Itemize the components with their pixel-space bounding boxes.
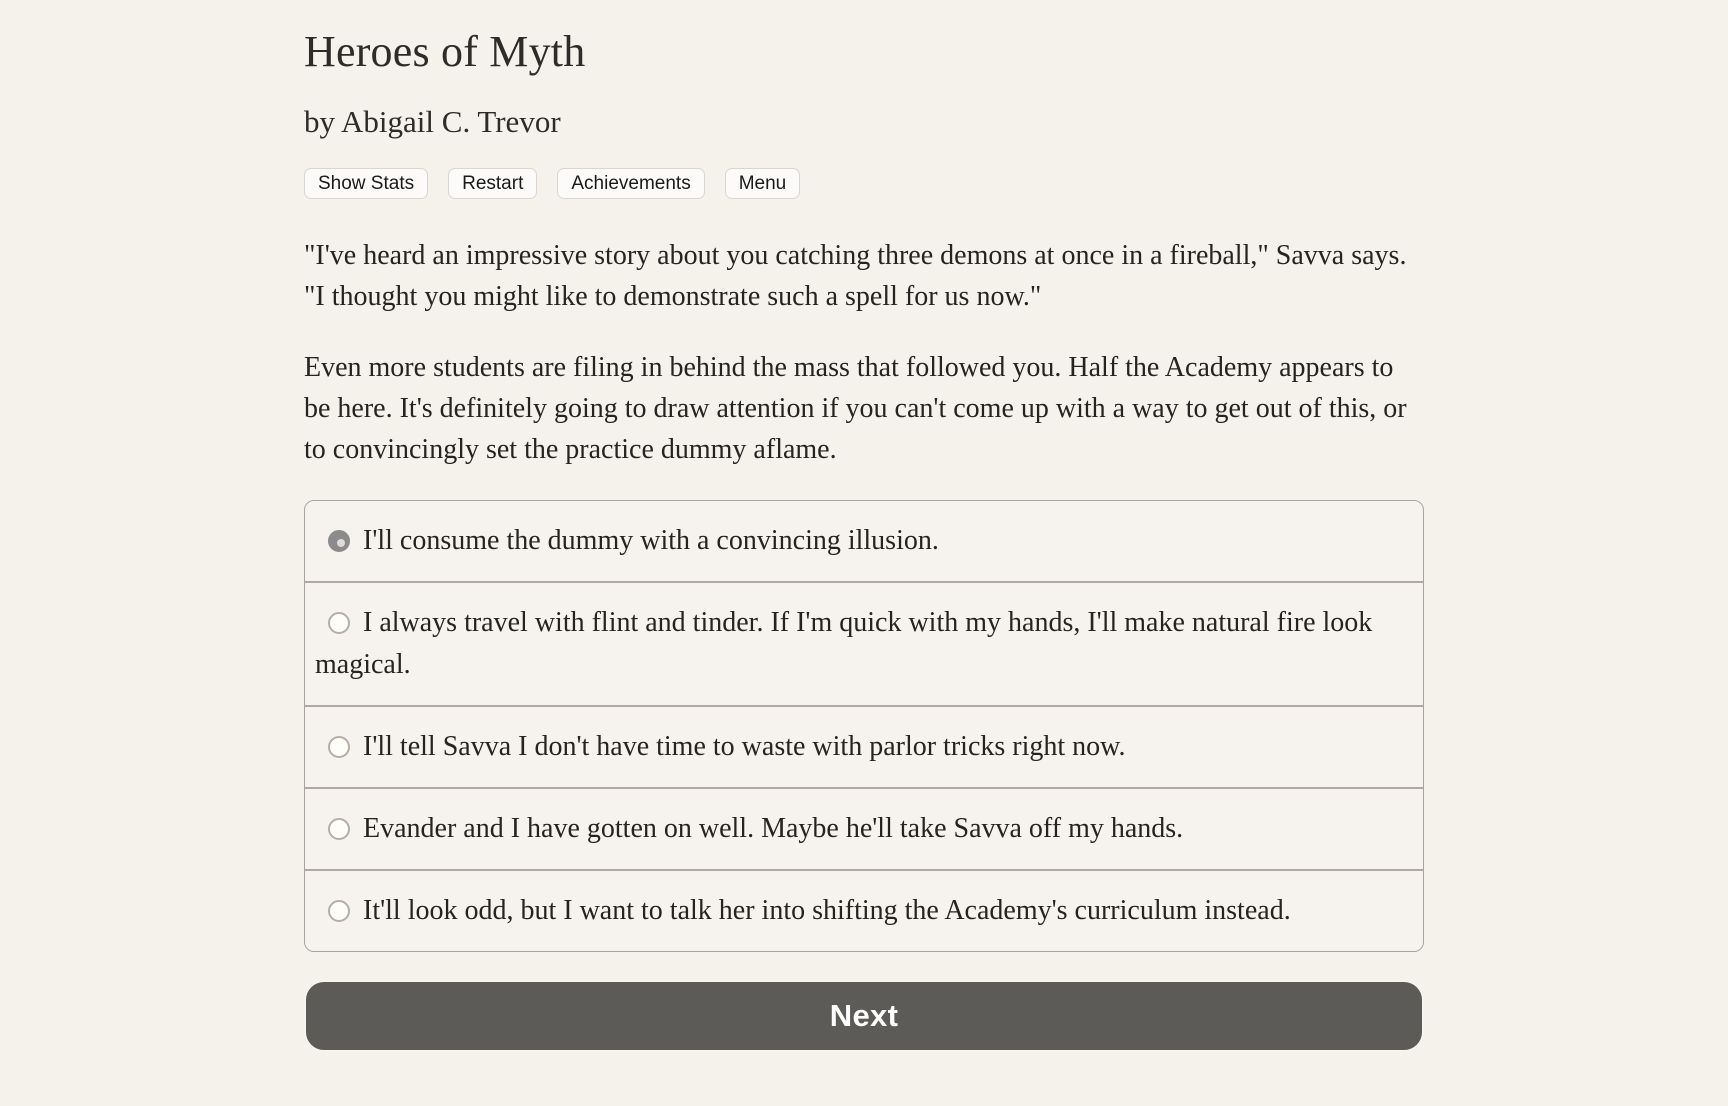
toolbar-button-achievements[interactable]: Achievements	[557, 168, 704, 199]
choice-option-2[interactable]	[305, 581, 1423, 705]
game-author: by Abigail C. Trevor	[304, 104, 561, 140]
radio-unselected-icon	[328, 612, 350, 634]
choice-option-4[interactable]	[305, 787, 1423, 869]
toolbar-button-show-stats[interactable]: Show Stats	[304, 168, 428, 199]
choice-label: Evander and I have gotten on well. Maybe he'll take Savva off my hands.	[363, 813, 1184, 845]
radio-selected-icon	[328, 530, 350, 552]
choice-option-3[interactable]	[305, 705, 1423, 787]
story-text	[304, 235, 1424, 470]
choice-label: I always travel with flint and tinder. If I'm quick with my hands, I'll make natural fire look magical.	[315, 607, 1373, 681]
toolbar-button-menu[interactable]: Menu	[725, 168, 801, 199]
choice-label: I'll consume the dummy with a convincing illusion.	[363, 525, 939, 557]
choice-label: I'll tell Savva I don't have time to waste with parlor tricks right now.	[363, 731, 1126, 763]
radio-unselected-icon	[328, 818, 350, 840]
next-button[interactable]: Next	[304, 980, 1424, 1052]
game-page	[304, 26, 1424, 1052]
radio-unselected-icon	[328, 900, 350, 922]
story-paragraph: "I've heard an impressive story about you catching three demons at once in a fireball," Savva says. "I thought you might like to demonstrate such a spell for us now."	[304, 240, 1407, 313]
radio-unselected-icon	[328, 736, 350, 758]
choice-label: It'll look odd, but I want to talk her into shifting the Academy's curriculum instead.	[363, 895, 1291, 927]
toolbar	[304, 168, 1424, 199]
story-paragraph: Even more students are filing in behind the mass that followed you. Half the Academy appears to be here. It's definitely going to draw attention if you can't come up with a way to get out of this, or to convincingly set the practice dummy aflame.	[304, 352, 1407, 466]
choice-option-5[interactable]	[305, 869, 1423, 951]
toolbar-button-restart[interactable]: Restart	[448, 168, 537, 199]
choice-option-1[interactable]	[305, 501, 1423, 581]
choice-list	[304, 500, 1424, 952]
game-title: Heroes of Myth	[304, 27, 586, 76]
